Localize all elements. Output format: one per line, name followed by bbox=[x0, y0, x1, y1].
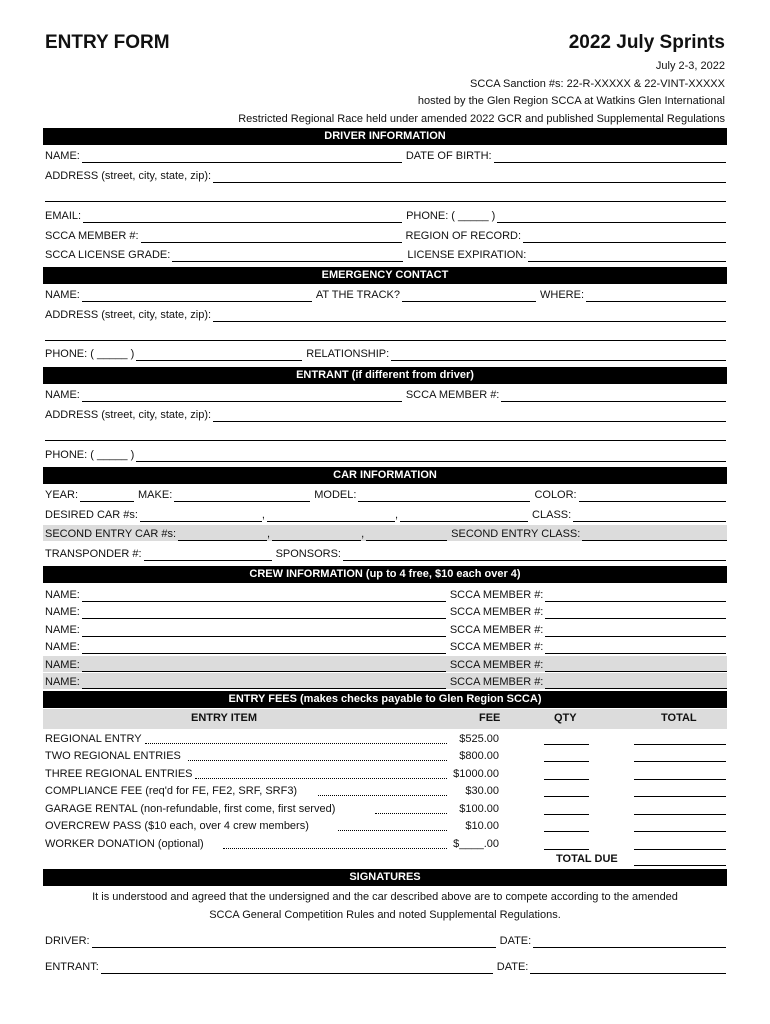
driver-address-label: ADDRESS (street, city, state, zip): bbox=[45, 170, 212, 182]
driver-email-label: EMAIL: bbox=[45, 210, 82, 222]
fee-item-leader bbox=[188, 760, 447, 761]
col-total: TOTAL bbox=[661, 712, 697, 724]
fee-item-amount: $525.00 bbox=[459, 733, 499, 745]
driver-dob-label: DATE OF BIRTH: bbox=[405, 150, 492, 162]
emergency-at-track-field[interactable] bbox=[402, 289, 536, 302]
fee-qty-field[interactable] bbox=[544, 814, 589, 815]
car-desired-field-3[interactable] bbox=[400, 509, 528, 522]
fee-item-name: COMPLIANCE FEE (req'd for FE, FE2, SRF, SRF3) bbox=[45, 785, 298, 797]
driver-expiration-field[interactable] bbox=[528, 249, 726, 262]
driver-dob-field[interactable] bbox=[494, 150, 726, 163]
driver-member-field[interactable] bbox=[141, 230, 402, 243]
crew-name-label: NAME: bbox=[45, 606, 80, 618]
driver-region-field[interactable] bbox=[523, 230, 726, 243]
car-second-field-1[interactable] bbox=[178, 528, 267, 541]
driver-license-row bbox=[45, 246, 726, 262]
driver-address-field[interactable] bbox=[213, 170, 726, 183]
crew-name-label: NAME: bbox=[45, 589, 80, 601]
entrant-address-field[interactable] bbox=[213, 409, 726, 422]
crew-member-field[interactable] bbox=[545, 589, 726, 602]
fee-item-name: GARAGE RENTAL (non-refundable, first come, first served) bbox=[45, 803, 336, 815]
crew-member-label: SCCA MEMBER #: bbox=[449, 624, 544, 636]
entrant-address-line-2[interactable] bbox=[45, 440, 726, 441]
crew-member-label: SCCA MEMBER #: bbox=[449, 641, 544, 653]
driver-name-label: NAME: bbox=[45, 150, 80, 162]
driver-member-row bbox=[45, 227, 726, 243]
crew-name-field[interactable] bbox=[82, 676, 446, 689]
col-entry-item: ENTRY ITEM bbox=[191, 712, 258, 724]
emergency-name-row bbox=[45, 286, 726, 302]
emergency-name-label: NAME: bbox=[45, 289, 80, 301]
driver-member-label: SCCA MEMBER #: bbox=[45, 230, 139, 242]
car-year-row bbox=[45, 486, 726, 502]
fee-total-field[interactable] bbox=[634, 814, 726, 815]
fee-qty-field[interactable] bbox=[544, 796, 589, 797]
driver-address-row bbox=[45, 167, 726, 183]
signature-agreement-line-2: SCCA General Competition Rules and noted Supplemental Regulations. bbox=[209, 909, 561, 921]
fee-row bbox=[45, 731, 726, 747]
fee-item-leader bbox=[223, 848, 447, 849]
crew-member-field[interactable] bbox=[545, 659, 727, 672]
signature-agreement-line-1: It is understood and agreed that the undersigned and the car described above are to compete according to the amended bbox=[92, 891, 678, 903]
car-make-field[interactable] bbox=[174, 489, 310, 502]
car-second-class-label: SECOND ENTRY CLASS: bbox=[451, 528, 581, 540]
crew-row bbox=[43, 673, 727, 689]
fee-item-amount: $800.00 bbox=[459, 750, 499, 762]
emergency-relationship-field[interactable] bbox=[391, 348, 726, 361]
fee-qty-field[interactable] bbox=[544, 744, 589, 745]
car-second-comma-1: , bbox=[267, 528, 271, 540]
fee-item-name: WORKER DONATION (optional) bbox=[45, 838, 204, 850]
driver-signature-row bbox=[45, 932, 726, 948]
entrant-date-field[interactable] bbox=[530, 961, 726, 974]
car-color-label: COLOR: bbox=[534, 489, 577, 501]
col-fee: FEE bbox=[479, 712, 501, 724]
car-second-field-2[interactable] bbox=[272, 528, 361, 541]
fee-row bbox=[45, 818, 726, 834]
section-signatures: SIGNATURES bbox=[43, 869, 727, 886]
emergency-name-field[interactable] bbox=[82, 289, 312, 302]
crew-row bbox=[45, 621, 726, 637]
fee-item-name: THREE REGIONAL ENTRIES bbox=[45, 768, 193, 780]
car-class-field[interactable] bbox=[573, 509, 726, 522]
driver-date-field[interactable] bbox=[533, 935, 726, 948]
entrant-date-label: DATE: bbox=[496, 961, 529, 973]
event-dates: July 2-3, 2022 bbox=[655, 60, 725, 72]
fee-total-field[interactable] bbox=[634, 744, 726, 745]
col-qty: QTY bbox=[554, 712, 577, 724]
fee-item-leader bbox=[195, 778, 447, 779]
section-crew-information: CREW INFORMATION (up to 4 free, $10 each over 4) bbox=[43, 566, 727, 583]
emergency-where-label: WHERE: bbox=[540, 289, 584, 301]
entrant-signature-row bbox=[45, 958, 726, 974]
entrant-address-row bbox=[45, 406, 726, 422]
driver-region-label: REGION OF RECORD: bbox=[405, 230, 522, 242]
car-desired-comma-2: , bbox=[394, 509, 399, 521]
fee-item-name: REGIONAL ENTRY bbox=[45, 733, 142, 745]
car-desired-label: DESIRED CAR #s: bbox=[45, 509, 138, 521]
emergency-address-label: ADDRESS (street, city, state, zip): bbox=[45, 309, 212, 321]
car-model-label: MODEL: bbox=[314, 489, 357, 501]
crew-member-label: SCCA MEMBER #: bbox=[449, 606, 544, 618]
crew-member-label: SCCA MEMBER #: bbox=[449, 659, 544, 671]
entrant-member-field[interactable] bbox=[501, 389, 726, 402]
regulations-line: Restricted Regional Race held under amended 2022 GCR and published Supplemental Regulations bbox=[238, 113, 725, 125]
car-second-class-field[interactable] bbox=[582, 528, 727, 541]
crew-member-field[interactable] bbox=[545, 641, 726, 654]
fee-item-name: TWO REGIONAL ENTRIES bbox=[45, 750, 181, 762]
entrant-signature-field[interactable] bbox=[101, 961, 493, 974]
fee-item-leader bbox=[145, 743, 447, 744]
crew-row bbox=[45, 586, 726, 602]
driver-grade-label: SCCA LICENSE GRADE: bbox=[45, 249, 171, 261]
section-emergency-contact: EMERGENCY CONTACT bbox=[43, 267, 727, 284]
car-transponder-field[interactable] bbox=[144, 548, 272, 561]
driver-email-row bbox=[45, 207, 726, 223]
fee-total-field[interactable] bbox=[634, 779, 726, 780]
fee-qty-field[interactable] bbox=[544, 779, 589, 780]
car-desired-row bbox=[45, 506, 726, 522]
section-car-information: CAR INFORMATION bbox=[43, 467, 727, 484]
fee-row bbox=[45, 836, 726, 852]
crew-name-label: NAME: bbox=[45, 641, 80, 653]
driver-phone-field[interactable] bbox=[497, 210, 726, 223]
emergency-phone-field[interactable] bbox=[136, 348, 302, 361]
car-desired-field-2[interactable] bbox=[267, 509, 395, 522]
driver-phone-label: PHONE: ( _____ ) bbox=[406, 210, 496, 222]
driver-name-row bbox=[45, 147, 726, 163]
fee-total-field[interactable] bbox=[634, 849, 726, 850]
emergency-phone-row bbox=[45, 345, 726, 361]
emergency-where-field[interactable] bbox=[586, 289, 726, 302]
emergency-phone-label: PHONE: ( _____ ) bbox=[45, 348, 135, 360]
fee-item-leader bbox=[338, 830, 447, 831]
fee-item-amount: $10.00 bbox=[465, 820, 499, 832]
car-second-entry-label: SECOND ENTRY CAR #s: bbox=[45, 528, 177, 540]
fee-item-amount: $30.00 bbox=[465, 785, 499, 797]
crew-member-field[interactable] bbox=[545, 624, 726, 637]
fee-row bbox=[45, 748, 726, 764]
fee-item-amount: $____.00 bbox=[453, 838, 499, 850]
crew-member-field[interactable] bbox=[545, 606, 726, 619]
fee-total-field[interactable] bbox=[634, 831, 726, 832]
driver-signature-field[interactable] bbox=[92, 935, 496, 948]
entrant-member-label: SCCA MEMBER #: bbox=[405, 389, 500, 401]
car-make-label: MAKE: bbox=[138, 489, 173, 501]
crew-row bbox=[45, 638, 726, 654]
section-driver-information: DRIVER INFORMATION bbox=[43, 128, 727, 145]
car-color-field[interactable] bbox=[579, 489, 726, 502]
entrant-phone-field[interactable] bbox=[136, 449, 726, 462]
sanction-numbers: SCCA Sanction #s: 22-R-XXXXX & 22-VINT-XXXXX bbox=[470, 78, 725, 90]
car-second-field-3[interactable] bbox=[366, 528, 447, 541]
driver-date-label: DATE: bbox=[499, 935, 532, 947]
crew-name-label: NAME: bbox=[45, 624, 80, 636]
entrant-signature-label: ENTRANT: bbox=[45, 961, 99, 973]
car-second-entry-row bbox=[43, 525, 727, 541]
emergency-relationship-label: RELATIONSHIP: bbox=[306, 348, 390, 360]
crew-row bbox=[45, 603, 726, 619]
entrant-name-field[interactable] bbox=[82, 389, 402, 402]
car-model-field[interactable] bbox=[358, 489, 530, 502]
driver-grade-field[interactable] bbox=[172, 249, 403, 262]
car-second-comma-2: , bbox=[361, 528, 365, 540]
driver-signature-label: DRIVER: bbox=[45, 935, 90, 947]
driver-expiration-label: LICENSE EXPIRATION: bbox=[407, 249, 527, 261]
crew-member-label: SCCA MEMBER #: bbox=[449, 676, 544, 688]
fee-qty-field[interactable] bbox=[544, 849, 589, 850]
crew-name-field[interactable] bbox=[82, 606, 446, 619]
fees-column-header-bar bbox=[43, 709, 727, 729]
car-desired-field-1[interactable] bbox=[140, 509, 262, 522]
fee-total-field[interactable] bbox=[634, 796, 726, 797]
crew-member-label: SCCA MEMBER #: bbox=[449, 589, 544, 601]
section-entry-fees: ENTRY FEES (makes checks payable to Glen Region SCCA) bbox=[43, 691, 727, 708]
entrant-phone-row bbox=[45, 446, 726, 462]
entrant-phone-label: PHONE: ( _____ ) bbox=[45, 449, 135, 461]
fee-total-field[interactable] bbox=[634, 761, 726, 762]
crew-name-field[interactable] bbox=[82, 641, 446, 654]
crew-name-label: NAME: bbox=[45, 676, 80, 688]
driver-name-field[interactable] bbox=[82, 150, 402, 163]
crew-name-field[interactable] bbox=[82, 659, 446, 672]
fee-row bbox=[45, 766, 726, 782]
fee-item-name: OVERCREW PASS ($10 each, over 4 crew members) bbox=[45, 820, 309, 832]
fee-item-leader bbox=[375, 813, 447, 814]
event-title: 2022 July Sprints bbox=[568, 32, 725, 53]
car-transponder-label: TRANSPONDER #: bbox=[45, 548, 142, 560]
car-year-label: YEAR: bbox=[45, 489, 79, 501]
emergency-address-field[interactable] bbox=[213, 309, 726, 322]
car-sponsors-label: SPONSORS: bbox=[275, 548, 341, 560]
emergency-address-line-2[interactable] bbox=[45, 340, 726, 341]
total-due-field[interactable] bbox=[634, 865, 726, 866]
fee-item-amount: $1000.00 bbox=[453, 768, 499, 780]
crew-member-field[interactable] bbox=[545, 676, 727, 689]
crew-name-field[interactable] bbox=[82, 624, 446, 637]
total-due-label: TOTAL DUE bbox=[556, 853, 618, 865]
car-sponsors-field[interactable] bbox=[343, 548, 726, 561]
entrant-name-row bbox=[45, 386, 726, 402]
driver-address-line-2[interactable] bbox=[45, 201, 726, 202]
fee-qty-field[interactable] bbox=[544, 831, 589, 832]
fee-qty-field[interactable] bbox=[544, 761, 589, 762]
driver-email-field[interactable] bbox=[83, 210, 402, 223]
fee-item-amount: $100.00 bbox=[459, 803, 499, 815]
fee-item-leader bbox=[318, 795, 447, 796]
emergency-address-row bbox=[45, 306, 726, 322]
fee-row bbox=[45, 783, 726, 799]
entrant-address-label: ADDRESS (street, city, state, zip): bbox=[45, 409, 212, 421]
emergency-at-track-label: AT THE TRACK? bbox=[315, 289, 400, 301]
crew-name-field[interactable] bbox=[82, 589, 446, 602]
crew-row bbox=[43, 656, 727, 672]
host-line: hosted by the Glen Region SCCA at Watkins Glen International bbox=[417, 95, 725, 107]
car-year-field[interactable] bbox=[80, 489, 134, 502]
car-desired-comma-1: , bbox=[261, 509, 265, 521]
crew-name-label: NAME: bbox=[45, 659, 80, 671]
form-title: ENTRY FORM bbox=[45, 32, 170, 53]
fee-row bbox=[45, 801, 726, 817]
entrant-name-label: NAME: bbox=[45, 389, 80, 401]
car-class-label: CLASS: bbox=[532, 509, 572, 521]
car-transponder-row bbox=[45, 545, 726, 561]
section-entrant: ENTRANT (if different from driver) bbox=[43, 367, 727, 384]
